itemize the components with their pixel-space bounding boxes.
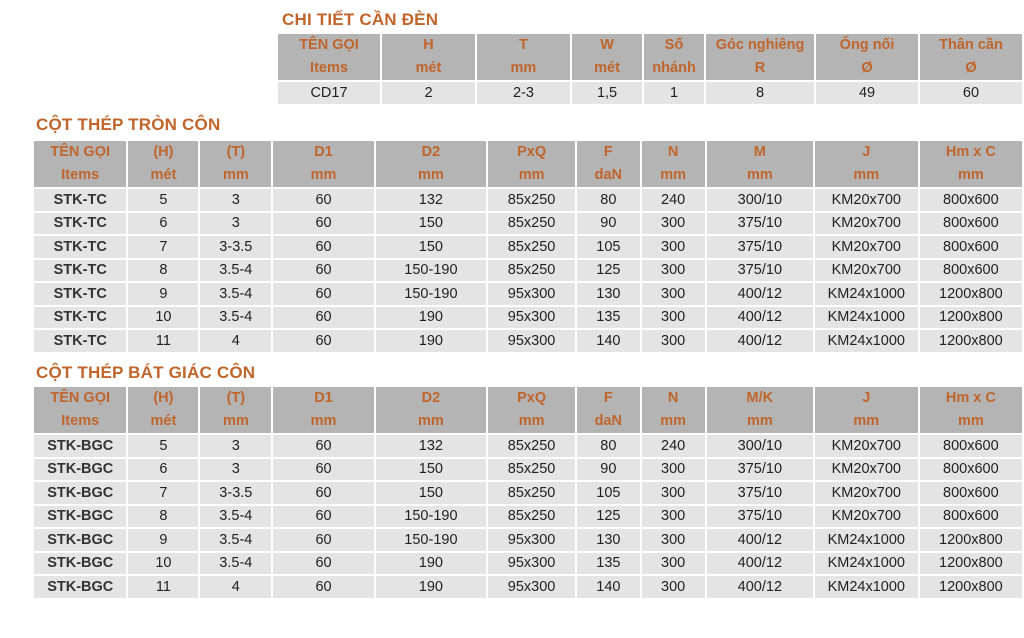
header-label: T — [519, 37, 528, 53]
table-cell: 60 — [273, 260, 374, 282]
table-cell: 1200x800 — [920, 553, 1022, 575]
table-cell: 8 — [706, 82, 814, 104]
table-cell: 4 — [200, 576, 271, 598]
table-cell: 60 — [273, 236, 374, 258]
round-section-title: CỘT THÉP TRÒN CÔN — [36, 115, 221, 134]
table-cell: 300 — [642, 576, 705, 598]
column-header — [34, 141, 126, 187]
item-code-cell: STK-TC — [34, 189, 126, 211]
header-label: D1 — [314, 144, 333, 160]
header-label: (H) — [153, 144, 174, 160]
table-cell: 375/10 — [707, 459, 813, 481]
column-header — [200, 141, 271, 187]
table-cell: 10 — [128, 307, 198, 329]
table-cell: 60 — [273, 435, 374, 457]
table-cell: 375/10 — [707, 236, 813, 258]
header-label: TÊN GỌI — [50, 144, 111, 160]
column-header — [278, 34, 380, 80]
table-row — [34, 236, 1022, 258]
item-code-cell: STK-BGC — [34, 529, 126, 551]
header-unit: Ø — [861, 60, 873, 76]
table-row — [278, 82, 1022, 104]
table-cell: 49 — [816, 82, 918, 104]
header-unit: mm — [746, 167, 773, 183]
table-cell: 140 — [577, 576, 639, 598]
header-label: Hm x C — [945, 144, 996, 160]
table-cell: 800x600 — [920, 435, 1022, 457]
table-cell: 85x250 — [488, 260, 575, 282]
column-header — [815, 141, 918, 187]
header-unit: daN — [594, 167, 623, 183]
table-cell: 800x600 — [920, 236, 1022, 258]
header-unit: mm — [660, 167, 687, 183]
table-cell: 150 — [376, 482, 486, 504]
table-cell: 300 — [642, 330, 705, 352]
table-cell: 140 — [577, 330, 639, 352]
table-cell: 95x300 — [488, 283, 575, 305]
header-label: PxQ — [517, 144, 547, 160]
item-code-cell: STK-BGC — [34, 482, 126, 504]
table-cell: 3 — [200, 435, 271, 457]
table-row — [34, 482, 1022, 504]
header-label: M — [753, 144, 766, 160]
table-cell: 60 — [273, 307, 374, 329]
table-cell: 85x250 — [488, 189, 575, 211]
table-cell: 375/10 — [707, 506, 813, 528]
table-cell: 60 — [273, 213, 374, 235]
table-cell: 85x250 — [488, 236, 575, 258]
header-unit: Items — [61, 413, 100, 429]
table-row — [34, 435, 1022, 457]
table-cell: 95x300 — [488, 553, 575, 575]
table-row — [34, 189, 1022, 211]
header-label: F — [603, 390, 613, 406]
table-cell: KM24x1000 — [815, 553, 918, 575]
header-label: Hm x C — [945, 390, 996, 406]
header-unit: mét — [594, 60, 620, 76]
table-cell: 3-3.5 — [200, 236, 271, 258]
table-cell: 300 — [642, 459, 705, 481]
header-unit: mm — [310, 167, 337, 183]
table-cell: 150-190 — [376, 506, 486, 528]
table-cell: 5 — [128, 435, 198, 457]
header-label: J — [862, 144, 871, 160]
header-label: N — [667, 144, 679, 160]
header-unit: Ø — [965, 60, 977, 76]
table-cell: KM20x700 — [815, 506, 918, 528]
table-cell: 135 — [577, 553, 639, 575]
table-cell: 3.5-4 — [200, 506, 271, 528]
header-unit: mm — [957, 413, 984, 429]
header-row — [34, 141, 1022, 187]
header-label: M/K — [746, 390, 774, 406]
header-label: (H) — [153, 390, 174, 406]
table-cell: 132 — [376, 189, 486, 211]
table-cell: 95x300 — [488, 330, 575, 352]
table-cell: 60 — [273, 283, 374, 305]
table-cell: 300 — [642, 506, 705, 528]
table-cell: 800x600 — [920, 506, 1022, 528]
table-cell: 95x300 — [488, 529, 575, 551]
table-cell: 800x600 — [920, 482, 1022, 504]
table-cell: KM20x700 — [815, 236, 918, 258]
header-unit: mét — [150, 167, 177, 183]
table-cell: 60 — [273, 459, 374, 481]
table-cell: 9 — [128, 283, 198, 305]
item-code-cell: STK-BGC — [34, 435, 126, 457]
table-cell: 5 — [128, 189, 198, 211]
table-cell: 60 — [273, 482, 374, 504]
column-header — [577, 141, 639, 187]
table-cell: 150-190 — [376, 529, 486, 551]
column-header — [488, 387, 575, 433]
column-header — [706, 34, 814, 80]
header-label: D2 — [421, 390, 441, 406]
table-cell: 300 — [642, 529, 705, 551]
header-label: (T) — [226, 390, 246, 406]
table-cell: 85x250 — [488, 506, 575, 528]
table-cell: 150 — [376, 213, 486, 235]
table-cell: 3.5-4 — [200, 283, 271, 305]
table-cell: 150-190 — [376, 283, 486, 305]
table-cell: 300 — [642, 213, 705, 235]
table-cell: KM20x700 — [815, 482, 918, 504]
table-cell: 300/10 — [707, 435, 813, 457]
item-code-cell: STK-BGC — [34, 459, 126, 481]
octagon-section-title: CỘT THÉP BÁT GIÁC CÔN — [36, 363, 256, 382]
column-header — [376, 141, 486, 187]
header-unit: mm — [746, 413, 773, 429]
column-header — [273, 387, 374, 433]
header-unit: Items — [61, 167, 100, 183]
table-cell: 80 — [577, 435, 639, 457]
table-cell: 3.5-4 — [200, 529, 271, 551]
item-code-cell: STK-TC — [34, 330, 126, 352]
table-cell: KM24x1000 — [815, 529, 918, 551]
table-cell: 190 — [376, 330, 486, 352]
table-cell: 85x250 — [488, 213, 575, 235]
table-cell: 4 — [200, 330, 271, 352]
table-cell: 3-3.5 — [200, 482, 271, 504]
header-label: Ống nối — [839, 37, 895, 53]
table-cell: KM20x700 — [815, 435, 918, 457]
column-header — [376, 387, 486, 433]
table-cell: 3 — [200, 459, 271, 481]
column-header — [707, 387, 813, 433]
table-cell: 190 — [376, 307, 486, 329]
table-cell: 60 — [273, 576, 374, 598]
table-cell: KM20x700 — [815, 189, 918, 211]
table-row — [34, 307, 1022, 329]
column-header — [382, 34, 475, 80]
header-unit: mm — [418, 413, 444, 429]
table-cell: KM24x1000 — [815, 283, 918, 305]
header-unit: daN — [594, 413, 623, 429]
header-unit: mm — [310, 413, 337, 429]
table-row — [34, 506, 1022, 528]
table-cell: 800x600 — [920, 213, 1022, 235]
detail-table — [276, 32, 1024, 106]
item-code-cell: STK-TC — [34, 236, 126, 258]
column-header — [642, 387, 705, 433]
header-unit: Items — [310, 60, 348, 76]
table-cell: 190 — [376, 576, 486, 598]
table-cell: 80 — [577, 189, 639, 211]
header-label: F — [603, 144, 613, 160]
table-cell: 85x250 — [488, 459, 575, 481]
table-cell: 10 — [128, 553, 198, 575]
table-cell: 90 — [577, 459, 639, 481]
column-header — [477, 34, 570, 80]
header-unit: nhánh — [652, 60, 696, 76]
column-header — [815, 387, 918, 433]
octagon-pole-table — [32, 385, 1024, 600]
column-header — [920, 141, 1022, 187]
header-label: Số — [664, 37, 684, 53]
table-cell: 1200x800 — [920, 576, 1022, 598]
column-header — [816, 34, 918, 80]
table-cell: 135 — [577, 307, 639, 329]
table-cell: 400/12 — [707, 307, 813, 329]
table-cell: 300 — [642, 482, 705, 504]
table-cell: 240 — [642, 189, 705, 211]
header-label: D1 — [314, 390, 333, 406]
table-cell: KM24x1000 — [815, 576, 918, 598]
table-cell: 6 — [128, 213, 198, 235]
item-code-cell: STK-BGC — [34, 576, 126, 598]
table-cell: 95x300 — [488, 307, 575, 329]
table-cell: 130 — [577, 283, 639, 305]
table-row — [34, 553, 1022, 575]
header-label: PxQ — [517, 390, 547, 406]
table-cell: 1200x800 — [920, 330, 1022, 352]
column-header — [642, 141, 705, 187]
header-label: Thân cần — [939, 37, 1003, 53]
column-header — [34, 387, 126, 433]
table-cell: 300 — [642, 553, 705, 575]
table-cell: 300 — [642, 307, 705, 329]
table-cell: 3.5-4 — [200, 307, 271, 329]
table-row — [34, 576, 1022, 598]
table-cell: KM20x700 — [815, 459, 918, 481]
table-cell: 7 — [128, 236, 198, 258]
table-cell: 85x250 — [488, 482, 575, 504]
table-cell: KM20x700 — [815, 213, 918, 235]
table-cell: 1 — [644, 82, 704, 104]
table-cell: KM20x700 — [815, 260, 918, 282]
table-cell: 90 — [577, 213, 639, 235]
table-cell: 8 — [128, 506, 198, 528]
table-cell: 60 — [273, 553, 374, 575]
column-header — [273, 141, 374, 187]
header-label: D2 — [421, 144, 441, 160]
table-cell: 125 — [577, 506, 639, 528]
table-cell: 11 — [128, 576, 198, 598]
table-cell: 375/10 — [707, 213, 813, 235]
item-code-cell: STK-TC — [34, 283, 126, 305]
header-unit: mm — [957, 167, 984, 183]
column-header — [572, 34, 642, 80]
header-unit: mét — [415, 60, 442, 76]
item-code-cell: STK-TC — [34, 307, 126, 329]
header-unit: mm — [518, 167, 545, 183]
table-cell: 375/10 — [707, 482, 813, 504]
table-cell: 150 — [376, 459, 486, 481]
column-header — [488, 141, 575, 187]
table-cell: 2 — [382, 82, 475, 104]
table-cell: 240 — [642, 435, 705, 457]
header-label: W — [600, 37, 614, 53]
header-unit: mm — [418, 167, 444, 183]
table-cell: 300/10 — [707, 189, 813, 211]
table-cell: 8 — [128, 260, 198, 282]
table-cell: KM24x1000 — [815, 307, 918, 329]
table-cell: 400/12 — [707, 283, 813, 305]
detail-section-title: CHI TIẾT CẦN ĐÈN — [282, 10, 439, 29]
round-pole-table — [32, 139, 1024, 354]
column-header — [128, 141, 198, 187]
table-cell: 400/12 — [707, 553, 813, 575]
table-cell: 375/10 — [707, 260, 813, 282]
header-unit: R — [754, 60, 766, 76]
item-code-cell: STK-TC — [34, 213, 126, 235]
table-cell: 300 — [642, 236, 705, 258]
table-cell: 2-3 — [477, 82, 570, 104]
header-unit: mét — [150, 413, 177, 429]
table-row — [34, 260, 1022, 282]
table-cell: 3 — [200, 189, 271, 211]
header-label: (T) — [226, 144, 246, 160]
table-cell: 105 — [577, 236, 639, 258]
header-unit: mm — [853, 167, 880, 183]
table-row — [34, 213, 1022, 235]
header-label: N — [667, 390, 679, 406]
item-code-cell: STK-TC — [34, 260, 126, 282]
table-cell: 6 — [128, 459, 198, 481]
table-cell: 300 — [642, 260, 705, 282]
header-unit: mm — [660, 413, 687, 429]
table-cell: 800x600 — [920, 459, 1022, 481]
header-unit: mm — [222, 167, 249, 183]
table-cell: KM24x1000 — [815, 330, 918, 352]
header-label: J — [862, 390, 871, 406]
header-unit: mm — [222, 413, 249, 429]
table-cell: 85x250 — [488, 435, 575, 457]
table-cell: 190 — [376, 553, 486, 575]
header-row — [278, 34, 1022, 80]
table-cell: 300 — [642, 283, 705, 305]
column-header — [707, 141, 813, 187]
column-header — [644, 34, 704, 80]
table-cell: 1200x800 — [920, 529, 1022, 551]
table-cell: 800x600 — [920, 260, 1022, 282]
table-cell: 60 — [273, 529, 374, 551]
item-code-cell: CD17 — [278, 82, 380, 104]
header-row — [34, 387, 1022, 433]
item-code-cell: STK-BGC — [34, 553, 126, 575]
header-label: TÊN GỌI — [299, 37, 359, 53]
table-row — [34, 459, 1022, 481]
table-row — [34, 283, 1022, 305]
header-unit: mm — [853, 413, 880, 429]
header-label: TÊN GỌI — [50, 390, 111, 406]
table-cell: 105 — [577, 482, 639, 504]
table-cell: 130 — [577, 529, 639, 551]
header-unit: mm — [510, 60, 537, 76]
table-cell: 3 — [200, 213, 271, 235]
header-label: Góc nghiêng — [715, 37, 805, 53]
table-cell: 95x300 — [488, 576, 575, 598]
table-cell: 1200x800 — [920, 283, 1022, 305]
table-cell: 9 — [128, 529, 198, 551]
table-row — [34, 529, 1022, 551]
table-cell: 400/12 — [707, 330, 813, 352]
table-cell: 400/12 — [707, 529, 813, 551]
header-unit: mm — [518, 413, 545, 429]
table-cell: 3.5-4 — [200, 553, 271, 575]
table-cell: 60 — [273, 189, 374, 211]
table-cell: 150-190 — [376, 260, 486, 282]
column-header — [577, 387, 639, 433]
column-header — [920, 34, 1022, 80]
column-header — [920, 387, 1022, 433]
table-cell: 800x600 — [920, 189, 1022, 211]
table-cell: 7 — [128, 482, 198, 504]
table-cell: 60 — [273, 506, 374, 528]
item-code-cell: STK-BGC — [34, 506, 126, 528]
table-cell: 60 — [273, 330, 374, 352]
table-cell: 150 — [376, 236, 486, 258]
header-label: H — [423, 37, 434, 53]
column-header — [128, 387, 198, 433]
table-cell: 1,5 — [572, 82, 642, 104]
column-header — [200, 387, 271, 433]
table-cell: 11 — [128, 330, 198, 352]
table-cell: 400/12 — [707, 576, 813, 598]
table-cell: 125 — [577, 260, 639, 282]
table-cell: 60 — [920, 82, 1022, 104]
table-cell: 3.5-4 — [200, 260, 271, 282]
table-row — [34, 330, 1022, 352]
table-cell: 1200x800 — [920, 307, 1022, 329]
table-cell: 132 — [376, 435, 486, 457]
